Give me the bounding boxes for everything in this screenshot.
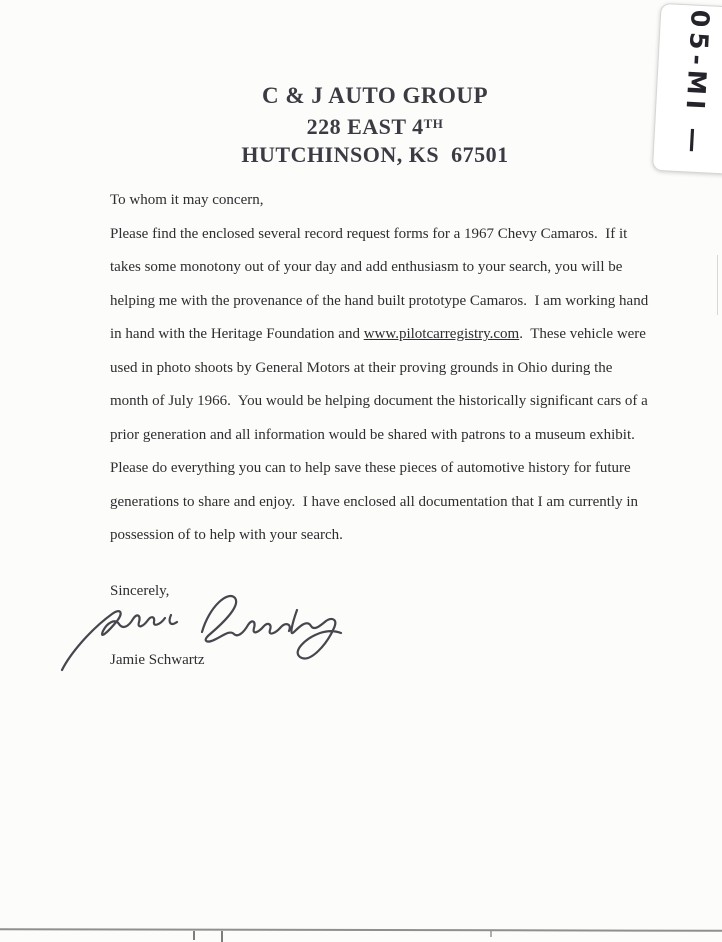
letterhead	[50, 82, 700, 169]
scan-artifact-tick	[193, 931, 195, 940]
url-text: www.pilotcarregistry.com	[363, 326, 520, 342]
body-line: helping me with the provenance of the hand built prototype Camaros. I am working hand	[110, 292, 649, 309]
handwritten-index-label: 05-MI —	[678, 9, 715, 159]
scan-artifact-tick	[221, 931, 223, 942]
city-line: HUTCHINSON, KS 67501	[241, 142, 509, 167]
scan-edge-artifact	[717, 255, 718, 315]
body-line: used in photo shoots by General Motors at their proving grounds in Ohio during the	[110, 359, 613, 376]
url-pre-text: in hand with the Heritage Foundation and	[110, 326, 364, 342]
scan-page-edge-line	[0, 928, 722, 932]
body-line: generations to share and enjoy. I have enclosed all documentation that I am currently in	[110, 493, 639, 510]
body-line-with-url	[110, 318, 670, 352]
body-line: month of July 1966. You would be helping document the historically significant cars of a	[110, 393, 648, 409]
typed-signature-name: Jamie Schwartz	[110, 652, 205, 668]
address-number: 228 EAST 4	[306, 114, 424, 139]
scan-artifact-tick	[490, 931, 492, 937]
address-line	[50, 110, 700, 141]
company-name: C & J AUTO GROUP	[261, 83, 489, 108]
salutation: To whom it may concern,	[110, 192, 264, 208]
url-post-text: . These vehicle were	[519, 326, 646, 342]
letter-body	[110, 184, 670, 553]
body-line: takes some monotony out of your day and add enthusiasm to your search, you will be	[110, 259, 623, 275]
body-line: Please do everything you can to help save these pieces of automotive history for future	[110, 460, 631, 476]
address-ordinal: TH	[423, 116, 444, 131]
body-line: possession of to help with your search.	[110, 527, 343, 543]
body-line: prior generation and all information would be shared with patrons to a museum exhibit.	[110, 426, 635, 443]
body-line: Please find the enclosed several record request forms for a 1967 Chevy Camaros. If it	[110, 225, 628, 242]
valediction: Sincerely,	[110, 583, 170, 599]
